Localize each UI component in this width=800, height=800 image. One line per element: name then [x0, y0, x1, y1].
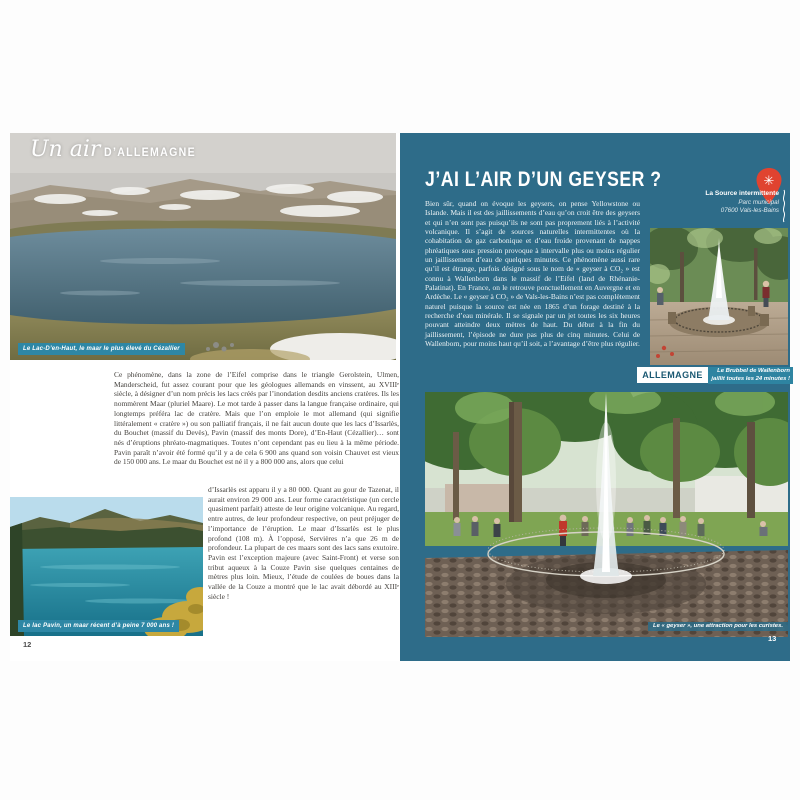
person-figure: [657, 287, 664, 305]
vals-les-bains-geyser-photo: [425, 392, 788, 637]
sidebar-caption-line2: jaillit toutes les 24 minutes !: [711, 375, 790, 382]
location-line2: Parc municipal: [738, 198, 779, 206]
wallenborn-brubbel-photo: [650, 228, 788, 365]
left-page: [10, 133, 400, 661]
article-paragraph-2: d’Issarlès est apparu il y a 80 000. Quant au gour de Tazenat, il aurait environ 29 000 ans. Leur forme caractéristique (un cercle quasiment parfait) atteste de leur origine volcanique. Au regard, entre autres, de leur profondeur respective, on peut préjuger de l’importance de l’éruption. Le maar d’Issarlès est le plus profond (108 m). À l’opposé, Servières n’a que 26 m de profondeur. La plupart de ces maars sont des lacs sans exutoire. Pavin est l’exception majeure (avec Saint-Front) et verse son tribut aqueux à la Couze Pavin sise quelques centaines de mètres plus loin. Mieux, l’étude de coulées de boues dans la vallée de la Couze a montré que le lac avait débordé au XIIIᵉ siècle !: [208, 485, 399, 601]
page-number-right: 13: [768, 634, 777, 643]
lac-den-haut-photo: [10, 133, 396, 360]
squiggle-divider: [781, 189, 787, 228]
lac-pavin-photo: [10, 497, 203, 636]
banner-script-text: Un air: [30, 137, 101, 162]
location-name: La Source intermittente: [705, 190, 779, 197]
photo-caption-lac-den-haut: Le Lac-D’en-Haut, le maar le plus élevé du Cézallier: [18, 343, 185, 355]
section-banner: [30, 139, 209, 161]
lake-maar-illustration: [10, 133, 396, 360]
pavin-illustration: [10, 497, 203, 636]
magazine-spread: [10, 133, 790, 661]
location-block: [681, 190, 779, 215]
main-photo-caption: Le « geyser », une attraction pour les curistes.: [648, 622, 788, 631]
brubbel-illustration: [650, 228, 788, 365]
article-body: Bien sûr, quand on évoque les geysers, on pense Yellowstone ou Islande. Mais il est des jaillissements d’eau qu’on croit être des geysers et qui n’en sont pas puisqu’ils ne sont pas proprement liés à l’activité volcanique. Il s’agit de sources naturelles intermittentes où la cohabitation de gaz carbonique et d’eau froide provenant de nappes phréatiques sous pression provoque à intervalle plus ou moins régulier un jaillissement d’eau de quelques minutes. Ce phénomène aussi rare qu’il est étrange, parfois désigné sous le nom de « geyser à CO₂ » est connu à Wallenborn dans le massif de l’Eifel (land de Rhénanie-Palatinat). En France, on le retrouve ponctuellement en Auvergne et en Ardèche. Le « geyser à CO₂ » de Vals-les-Bains n’est pas complètement naturel puisque la source est née en 1865 d’un forage destiné à la recherche d’eau minérale. Il se signale par un jet toutes les six heures pouvant atteindre deux mètres de haut. Du début à la fin du jaillissement, l’épisode ne dure pas plus de cinq minutes. Celui de Wallenborn, pour moins haut qu’il soit, a l’avantage d’être plus régulier.: [425, 199, 640, 349]
article-title: J’AI L’AIR D’UN GEYSER ?: [425, 168, 662, 191]
right-page: [400, 133, 790, 661]
person-figure: [763, 281, 770, 307]
geyser-illustration: [425, 392, 788, 637]
banner-caps-text: D’ALLEMAGNE: [104, 145, 197, 159]
location-line3: 07600 Vals-les-Bains: [720, 206, 779, 214]
country-badge: ALLEMAGNE: [637, 367, 708, 383]
article-paragraph-1: Ce phénomène, dans la zone de l’Eifel comprise dans le triangle Gerolstein, Ulmen, Manderscheid, fut assez courant pour que les géologues allemands en vinssent, au XVIIIᵉ siècle, à désigner d’un nom précis les lacs créés par l’inondation desdits anciens cratères. Ils les nommèrent Maar (pluriel Maare). Le mot tarde à passer dans la langue française ordinaire, qui longtemps préféra lac de cratère. Mais que l’on emploie le mot allemand (qui signifie littéralement « cratère ») ou son palliatif français, il ne fait aucun doute que les lacs d’Issarlès, du Bouchet (massif du Devès), Pavin (massif des monts Dore), d’En-Haut (Cézallier)… sont nés d’éruptions phréato-magmatiques. Toutes n’ont cependant pas eu lieu à la même période. Pavin paraît n’avoir été formé qu’il y a de cela 6 900 ans quand son voisin Chauvet est vieux de 150 000 ans. Le maar du Bouchet est né il y a 800 000 ans, alors que celui: [114, 370, 399, 467]
sidebar-caption-line1: Le Brubbel de Wallenborn: [717, 368, 790, 374]
svg-text:✳: ✳: [763, 174, 775, 189]
photo-caption-pavin: Le lac Pavin, un maar récent d’à peine 7 000 ans !: [18, 620, 179, 632]
sidebar-photo-caption: [708, 367, 793, 384]
page-number-left: 12: [23, 640, 32, 649]
